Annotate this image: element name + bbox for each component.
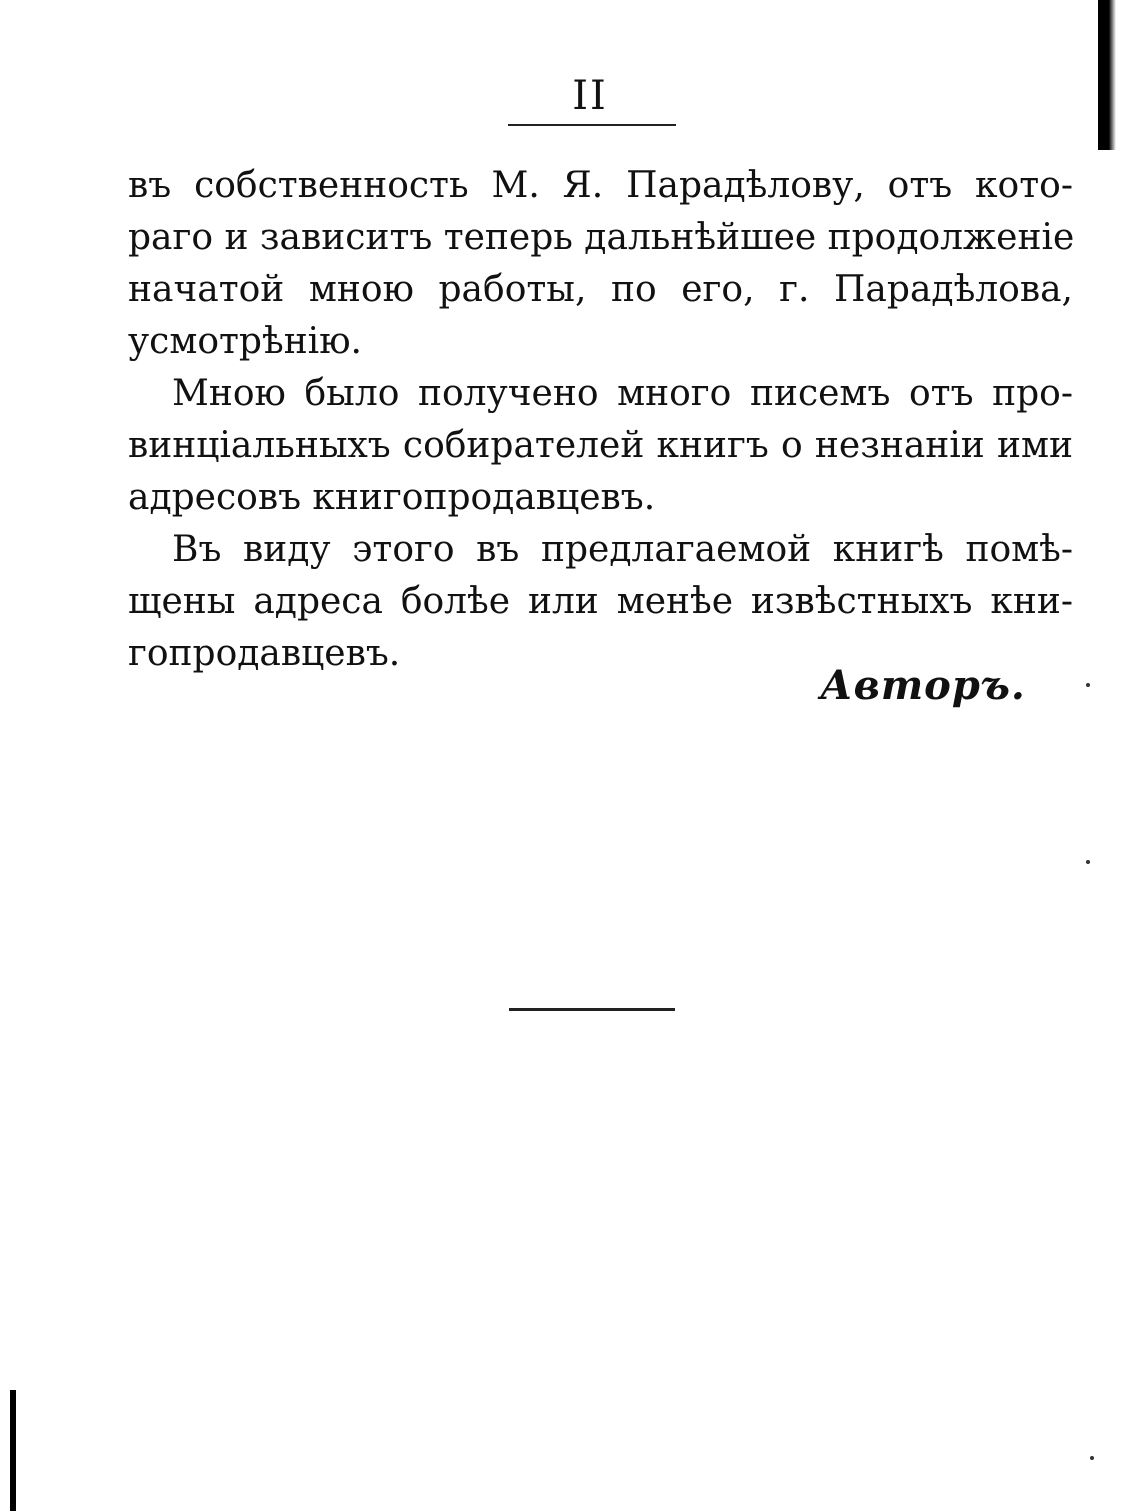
speck — [1086, 683, 1090, 687]
text-line: гопродавцевъ. — [128, 633, 401, 674]
scan-edge-left — [10, 1390, 16, 1511]
page-number: II — [572, 73, 608, 119]
body-text — [128, 160, 1073, 680]
end-rule — [509, 1008, 675, 1011]
paragraph-3 — [128, 524, 1073, 680]
header-rule — [508, 124, 676, 126]
text-line: щены адреса болѣе или менѣе извѣстныхъ кни- — [128, 581, 1073, 622]
text-line: въ собственность М. Я. Парадѣлову, отъ кото- — [128, 165, 1073, 206]
text-line: Мною было получено много писемъ отъ про- — [172, 373, 1073, 414]
text-line: усмотрѣнію. — [128, 321, 362, 362]
text-line: адресовъ книгопродавцевъ. — [128, 477, 656, 518]
paragraph-2 — [128, 368, 1073, 524]
text-line: Въ виду этого въ предлагаемой книгѣ помѣ- — [172, 529, 1073, 570]
speck — [1090, 1456, 1094, 1460]
text-line: раго и зависитъ теперь дальнѣйшее продолженіе — [128, 217, 1075, 258]
text-line: винціальныхъ собирателей книгъ о незнаніи ими — [128, 425, 1073, 466]
speck — [1086, 860, 1090, 864]
paragraph-1 — [128, 160, 1073, 368]
text-line: начатой мною работы, по его, г. Парадѣлова, — [128, 269, 1073, 310]
signature: Авторъ. — [820, 662, 1026, 709]
